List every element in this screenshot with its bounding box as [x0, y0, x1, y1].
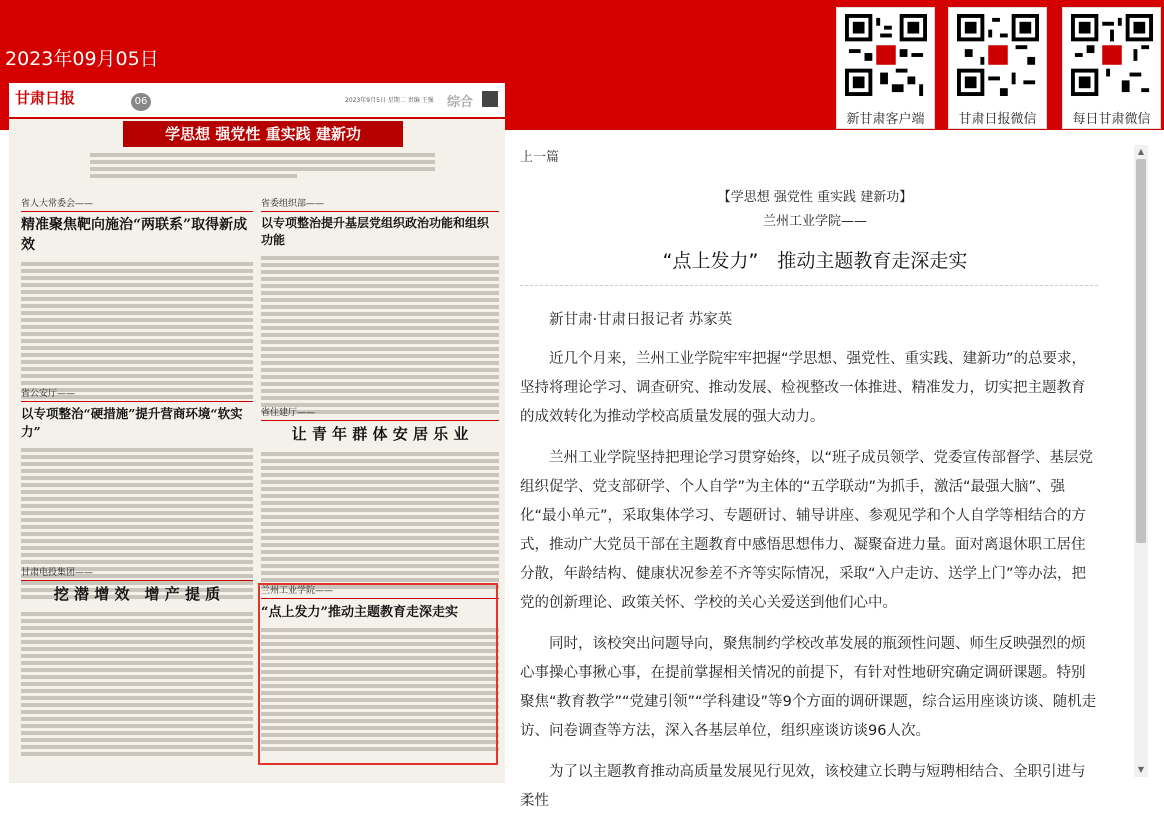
qr-code-icon	[845, 14, 927, 96]
paper-article-headline: 以专项整治“硬措施”提升营商环境“软实力”	[21, 406, 243, 439]
paper-article-headline: 挖 潜 增 效 增 产 提 质	[53, 585, 221, 603]
article-scrollbar[interactable]	[1134, 145, 1148, 777]
paper-article-block[interactable]	[21, 196, 253, 402]
scroll-down-arrow-icon[interactable]: ▼	[1137, 765, 1145, 774]
paper-qr-icon	[482, 91, 498, 107]
article-byline: 新甘肃·甘肃日报记者 苏家英	[549, 312, 733, 328]
qr-caption: 甘肃日报微信	[958, 112, 1037, 127]
article-paragraph: 兰州工业学院坚持把理论学习贯穿始终，以“班子成员领学、党委宣传部督学、基层党组织促学、党支部研学、个人自学”为主体的“五学联动”为抓手，激活“最强大脑”、强化“最小单元”，采取集体学习、专题研讨、辅导讲座、参观见学和个人自学等相结合的方式，推动广大党员干部在主题教育中感悟思想伟力、凝聚奋进力量。面对离退休职工居住分散，年龄结构、健康状况参差不齐等实际情况，采取“入户走访、送学上门”等办法，把党的创新理论、政策关怀、学校的关心关爱送到他们心中。	[520, 450, 1094, 611]
paper-article-block[interactable]	[21, 565, 253, 759]
paper-section: 综合	[447, 95, 474, 110]
paper-date-line: 2023年9月5日 星期二 责编 王强	[345, 97, 434, 104]
article-paragraph: 为了以主题教育推动高质量发展见行见效，该校建立长聘与短聘相结合、全职引进与柔性	[520, 764, 1086, 809]
paper-masthead	[9, 83, 505, 119]
article-paragraph: 同时，该校突出问题导向，聚焦制约学校改革发展的瓶颈性问题、师生反映强烈的烦心事操心事揪心事，在提前掌握相关情况的前提下，有针对性地研究确定调研课题。特别聚焦“教育教学”“党建引领”“学科建设”等9个方面的调研课题，综合运用座谈访谈、随机走访、问卷调查等方法，深入各基层单位，组织座谈访谈96人次。	[520, 636, 1097, 739]
paper-logo: 甘肃日报	[15, 89, 76, 107]
article-paragraph: 近几个月来，兰州工业学院牢牢把握“学思想、强党性、重实践、建新功”的总要求，坚持将理论学习、调查研究、推动发展、检视整改一体推进、精准发力，切实把主题教育的成效转化为推动学校高质量发展的强大动力。	[520, 351, 1087, 425]
title-divider	[520, 285, 1098, 286]
issue-date: 2023年09月05日	[5, 48, 159, 70]
article-kicker: 【学思想 强党性 重实践 建新功】	[717, 190, 913, 205]
paper-banner: 学思想 强党性 重实践 建新功	[123, 121, 403, 147]
paper-article-kicker: 省人大常委会——	[21, 199, 94, 209]
qr-card-mrgs-wechat[interactable]	[1062, 7, 1161, 129]
paper-article-headline: 让 青 年 群 体 安 居 乐 业	[291, 425, 469, 443]
paper-article-kicker: 省住建厅——	[261, 408, 316, 418]
page-number-badge: 06	[131, 93, 151, 111]
paper-article-kicker: 兰州工业学院——	[261, 586, 334, 596]
qr-card-gsrb-wechat[interactable]	[948, 7, 1047, 129]
qr-code-icon	[1071, 14, 1153, 96]
paper-intro-text	[90, 153, 435, 195]
article-body	[520, 306, 1098, 828]
prev-article-link[interactable]: 上一篇	[520, 150, 560, 165]
article-title: “点上发力” 推动主题教育走深走实	[662, 250, 968, 272]
paper-article-block[interactable]	[261, 196, 499, 417]
paper-article-headline: 精准聚焦靶向施治“两联系”取得新成效	[21, 217, 248, 253]
paper-article-kicker: 甘肃电投集团——	[21, 568, 94, 578]
paper-article-headline: 以专项整治提升基层党组织政治功能和组织功能	[261, 216, 490, 247]
qr-card-client[interactable]	[836, 7, 935, 129]
qr-caption: 新甘肃客户端	[846, 112, 925, 127]
selected-article-highlight[interactable]	[258, 583, 498, 765]
paper-article-kicker: 省委组织部——	[261, 199, 325, 209]
paper-article-block[interactable]	[261, 405, 499, 592]
article-panel	[505, 130, 1164, 809]
article-subtitle: 兰州工业学院——	[762, 214, 867, 229]
scroll-thumb[interactable]	[1136, 159, 1146, 543]
qr-code-icon	[957, 14, 1039, 96]
paper-article-kicker: 省公安厅——	[21, 389, 76, 399]
scroll-up-arrow-icon[interactable]: ▲	[1137, 147, 1145, 156]
qr-caption: 每日甘肃微信	[1072, 112, 1151, 127]
paper-article-headline: “点上发力”推动主题教育走深走实	[261, 605, 458, 620]
